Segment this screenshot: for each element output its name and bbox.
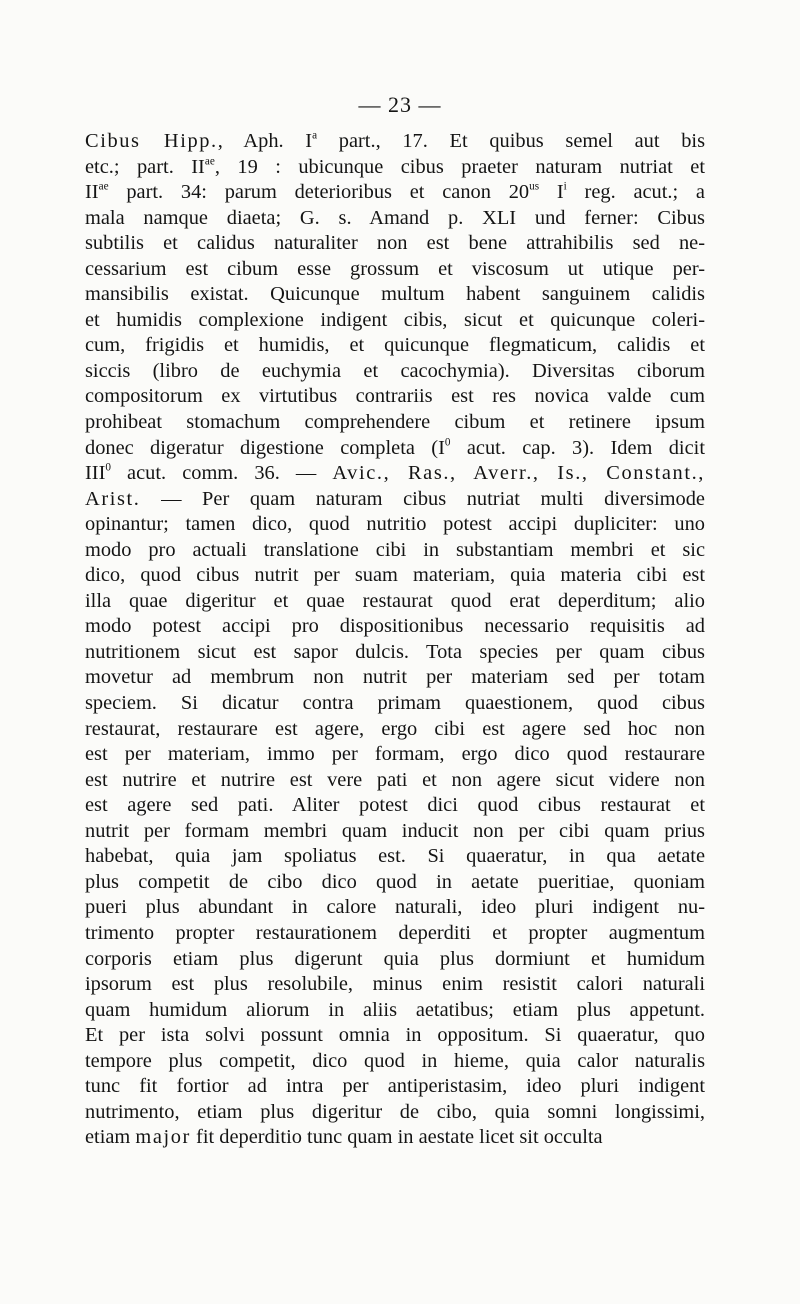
spaced-name: Arist. [85,487,141,510]
superscript: ae [98,180,109,193]
superscript: 0 [105,461,111,474]
text-segment: speciem. Si dicatur contra primam quaestionem, quod cibus [85,692,705,715]
text-segment: II [85,181,99,204]
text-segment: et humidis complexione indigent cibis, sicut et quicunque coleri- [85,308,705,331]
text-line [85,512,705,538]
text-segment: dico, quod cibus nutrit per suam materiam, quia materia cibi est [85,564,705,587]
text-line [85,870,705,896]
spaced-name: Avic., Ras., Averr., Is., Constant., [332,462,705,485]
text-segment: nutrimento, etiam plus digeritur de cibo, quia somni longissimi, [85,1100,705,1123]
text-line [85,308,705,334]
text-line [85,972,705,998]
text-line [85,333,705,359]
text-line [85,180,705,206]
text-line [85,947,705,973]
text-line [85,1049,705,1075]
text-line [85,461,705,487]
text-segment: movetur ad membrum non nutrit per materiam sed per totam [85,666,705,689]
text-segment: acut. cap. 3). Idem dicit [450,436,705,459]
text-segment: plus competit de cibo dico quod in aetate pueritiae, quoniam [85,870,705,893]
text-segment: opinantur; tamen dico, quod nutritio potest accipi dupliciter: uno [85,513,705,536]
text-line [85,742,705,768]
text-segment: nutritionem sicut est sapor dulcis. Tota species per quam cibus [85,640,705,663]
text-line [85,231,705,257]
superscript: a [312,129,318,142]
text-segment: trimento propter restaurationem deperditi et propter augmentum [85,921,705,944]
text-segment: , 19 : ubicunque cibus praeter naturam nutriat et [214,155,705,178]
text-segment: cessarium est cibum esse grossum et viscosum ut utique per- [85,257,705,280]
text-segment: nutrit per formam membri quam inducit non per cibi quam prius [85,819,705,842]
text-segment: cum, frigidis et humidis, et quicunque flegmaticum, calidis et [85,334,705,357]
text-segment: mala namque diaeta; G. s. Amand p. XLI und ferner: Cibus [85,206,705,229]
text-line [85,563,705,589]
text-segment: , Aph. I [217,130,313,152]
text-segment: part., 17. Et quibus semel aut bis [317,130,706,152]
text-line [85,921,705,947]
text-segment: quam humidum aliorum in aliis aetatibus; etiam plus appetunt. [85,998,705,1021]
text-line [85,129,705,155]
text-segment: reg. acut.; a [566,181,705,204]
text-segment: ipsorum est plus resolubile, minus enim resistit calori naturali [85,973,705,996]
spaced-name: major [135,1126,191,1149]
text-segment: Et per ista solvi possunt omnia in oppositum. Si quaeratur, quo [85,1024,705,1047]
superscript: us [529,180,540,193]
text-line [85,793,705,819]
text-segment: pueri plus abundant in calore naturali, ideo pluri indigent nu- [85,896,705,919]
text-segment: etiam [85,1126,136,1149]
text-segment: habebat, quia jam spoliatus est. Si quaeratur, in qua aetate [85,845,705,868]
text-segment: donec digeratur digestione completa (I [85,436,445,459]
text-line [85,665,705,691]
text-segment: mansibilis existat. Quicunque multum habent sanguinem calidis [85,283,705,306]
text-line [85,410,705,436]
spaced-name: Cibus Hipp. [85,130,218,152]
text-line [85,487,705,513]
text-segment: restaurat, restaurare est agere, ergo cibi est agere sed hoc non [85,717,705,740]
text-line [85,1023,705,1049]
text-line [85,436,705,462]
text-segment: est per materiam, immo per formam, ergo dico quod restaurare [85,743,705,766]
text-line [85,359,705,385]
superscript: ae [204,155,215,168]
text-segment: modo pro actuali translatione cibi in substantiam membri et sic [85,538,705,561]
text-line [85,257,705,283]
page-number: — 23 — [358,92,442,117]
text-line [85,1100,705,1126]
text-line [85,768,705,794]
text-line [85,155,705,181]
text-line [85,1125,705,1151]
text-segment: est agere sed pati. Aliter potest dici quod cibus restaurat et [85,794,705,817]
text-line [85,895,705,921]
text-line [85,1074,705,1100]
text-line [85,538,705,564]
text-segment: I [539,181,564,204]
text-line [85,282,705,308]
text-segment: siccis (libro de euchymia et cacochymia). Diversitas ciborum [85,359,705,382]
text-segment: illa quae digeritur et quae restaurat quod erat deperditum; alio [85,589,705,612]
text-segment: fit deperditio tunc quam in aestate licet sit occulta [190,1126,603,1149]
text-segment: — Per quam naturam cibus nutriat multi diversimode [140,487,705,510]
text-segment: tunc fit fortior ad intra per antiperistasim, ideo pluri indigent [85,1075,705,1098]
text-segment: III [85,462,106,485]
text-line [85,819,705,845]
body-text [85,129,705,1151]
text-segment: modo potest accipi pro dispositionibus necessario requisitis ad [85,615,705,638]
text-line [85,998,705,1024]
text-line [85,384,705,410]
text-line [85,691,705,717]
text-segment: etc.; part. II [85,155,205,178]
text-segment: tempore plus competit, dico quod in hieme, quia calor naturalis [85,1049,705,1072]
text-segment: est nutrire et nutrire est vere pati et non agere sicut videre non [85,768,705,791]
text-segment: subtilis et calidus naturaliter non est bene attrahibilis sed ne- [85,232,705,255]
text-line [85,589,705,615]
text-segment: acut. comm. 36. — [110,462,333,485]
text-line [85,206,705,232]
text-line [85,717,705,743]
superscript: i [563,180,567,193]
text-segment: compositorum ex virtutibus contrariis est res novica valde cum [85,385,705,408]
superscript: 0 [444,436,451,449]
text-segment: part. 34: parum deterioribus et canon 20 [108,181,530,204]
text-line [85,614,705,640]
text-line [85,640,705,666]
text-line [85,844,705,870]
text-segment: corporis etiam plus digerunt quia plus dormiunt et humidum [85,947,705,970]
text-segment: prohibeat stomachum comprehendere cibum et retinere ipsum [85,411,705,434]
